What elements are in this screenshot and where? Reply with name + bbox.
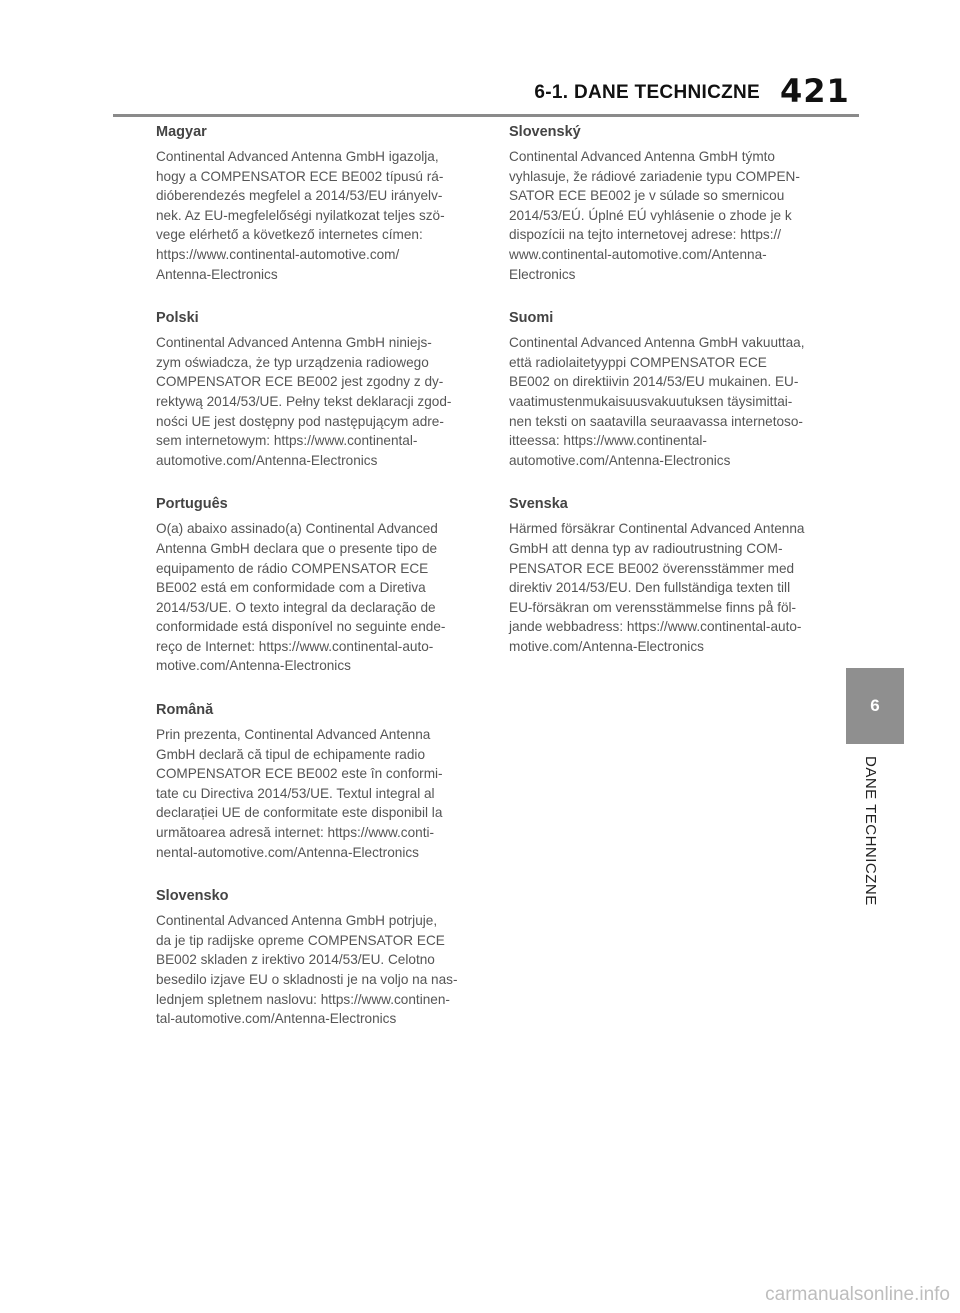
language-section-slovensky [509,122,835,284]
language-section-slovensko [156,886,482,1029]
watermark-text: carmanualsonline.info [765,1284,950,1305]
section-heading: Slovensko [156,888,229,905]
header-divider [113,114,859,117]
language-section-polski [156,308,482,470]
section-heading: Magyar [156,124,207,140]
section-body: Continental Advanced Antenna GmbH igazolja, hogy a COMPENSATOR ECE BE002 típusú rá- dióberendezés megfelel a 2014/53/EU irányelv- nek. Az EU-megfelelőségi nyilatkozat teljes szö- vege elérhető a következő internetes címen: https://www.continental-automotive.com/ Antenna-Electronics [156,149,445,282]
section-body: Continental Advanced Antenna GmbH týmto vyhlasuje, že rádiové zariadenie typu COMPEN- SATOR ECE BE002 je v súlade so smernicou 2014/53/EÚ. Úplné EÚ vyhlásenie o zhode je k dispozícii na tejto internetovej adrese: https:// www.continental-automotive.com/Antenna- Electronics [509,149,800,282]
language-section-portugues [156,494,482,676]
language-section-suomi [509,308,835,470]
section-body: O(a) abaixo assinado(a) Continental Advanced Antenna GmbH declara que o presente tipo de equipamento de rádio COMPENSATOR ECE BE002 está em conformidade com a Diretiva 2014/53/UE. O texto integral da declaração de conformidade está disponível no seguinte ende- reço de Internet: https://www.continental-auto- motive.com/Antenna-Electronics [156,521,446,674]
section-heading: Slovenský [509,124,581,140]
chapter-header-title: 6-1. DANE TECHNICZNE [534,82,760,103]
chapter-side-label: DANE TECHNICZNE [862,756,879,906]
page-number: 421 [780,72,850,110]
language-section-romana [156,700,482,862]
chapter-tab [846,668,904,744]
section-body: Continental Advanced Antenna GmbH vakuuttaa, että radiolaitetyyppi COMPENSATOR ECE BE002 on direktiivin 2014/53/EU mukainen. EU- vaatimustenmukaisuusvakuutuksen täysimittai- nen teksti on saatavilla seuraavassa internetoso- itteessa: https://www.continental- automotive.com/Antenna-Electronics [509,335,805,468]
right-column [509,122,835,680]
left-column [156,122,482,1053]
section-heading: Polski [156,310,199,327]
section-body: Continental Advanced Antenna GmbH niniejs- zym oświadcza, że typ urządzenia radiowego COMPENSATOR ECE BE002 jest zgodny z dy- rektywą 2014/53/UE. Pełny tekst deklaracji zgod- ności UE jest dostępny pod następującym adre- sem internetowym: https://www.continental- automotive.com/Antenna-Electronics [156,335,452,468]
section-heading: Suomi [509,310,554,327]
language-section-svenska [509,494,835,656]
section-body: Prin prezenta, Continental Advanced Antenna GmbH declară că tipul de echipamente radio COMPENSATOR ECE BE002 este în conformi- tate cu Directiva 2014/53/UE. Textul integral al declarației UE de conformitate este disponibil la următoarea adresă internet: https://www.conti- nental-automotive.com/Antenna-Electronics [156,727,443,860]
section-heading: Svenska [509,496,568,513]
section-body: Continental Advanced Antenna GmbH potrjuje, da je tip radijske opreme COMPENSATOR ECE BE002 skladen z irektivo 2014/53/EU. Celotno besedilo izjave EU o skladnosti je na voljo na nas- lednjem spletnem naslovu: https://www.continen- tal-automotive.com/Antenna-Electronics [156,913,458,1027]
language-section-magyar [156,122,482,284]
section-heading: Română [156,702,214,719]
section-body: Härmed försäkrar Continental Advanced Antenna GmbH att denna typ av radioutrustning COM- PENSATOR ECE BE002 överensstämmer med direktiv 2014/53/EU. Den fullständiga texten till EU-försäkran om verensstämmelse finns på föl- jande webbadress: https://www.continental-auto- motive.com/Antenna-Electronics [509,521,805,654]
chapter-number: 6 [870,696,880,715]
section-heading: Português [156,496,228,513]
